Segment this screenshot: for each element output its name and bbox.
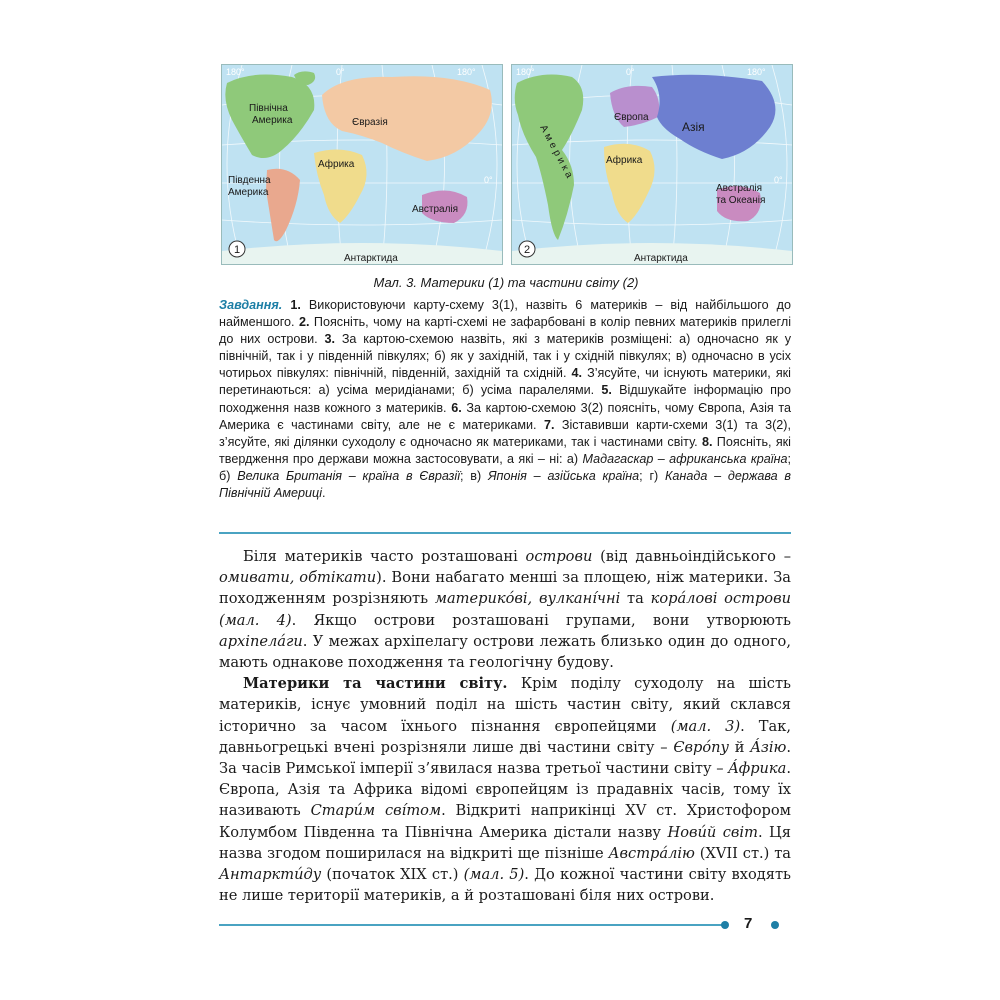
text-segment: Антарктúду bbox=[219, 866, 322, 884]
label-south-america-2: Америка bbox=[228, 187, 269, 198]
map1-deg-zero: 0° bbox=[336, 67, 345, 77]
text-segment: Австрáлію bbox=[608, 844, 695, 862]
map1-deg-right-180: 180° bbox=[457, 67, 476, 77]
body-paragraph bbox=[219, 546, 791, 673]
text-segment: . До кожної частини світу входять не лише території материків, а й розташовані біля них острови. bbox=[219, 866, 792, 905]
map2-deg-left-180: 180° bbox=[516, 67, 535, 77]
continents-map-svg bbox=[222, 65, 502, 264]
footer-dot-left bbox=[721, 921, 729, 929]
text-segment: 4. bbox=[571, 366, 583, 381]
text-segment: й bbox=[728, 738, 751, 756]
text-segment: 3. bbox=[324, 332, 335, 347]
footer-line bbox=[219, 924, 724, 926]
text-segment: . Європа, Азія та Африка відомі європейцям із прадавніх часів, тому їх називають bbox=[219, 760, 791, 820]
text-segment: Єврóпу bbox=[673, 738, 729, 756]
text-segment: 2. bbox=[298, 315, 310, 330]
text-segment: Відшукайте інформацію про походження назв кожного з материків. bbox=[219, 383, 791, 415]
label-antarctica-2: Антарктида bbox=[634, 253, 688, 264]
text-segment: корáлові острови (мал. 4) bbox=[219, 590, 791, 629]
label-antarctica: Антарктида bbox=[344, 253, 398, 264]
text-segment: та bbox=[620, 590, 651, 608]
footer-dot-right bbox=[771, 921, 779, 929]
map2-deg-equator: 0° bbox=[774, 175, 783, 185]
text-segment: 8. bbox=[701, 434, 713, 449]
task-block bbox=[219, 297, 791, 502]
text-segment: . Якщо острови розташовані групами, вони утворюють bbox=[291, 611, 792, 629]
text-segment: Поясніть, які твердження про держави можна застосовувати, а які – ні: а) bbox=[219, 434, 791, 466]
text-segment: Зіставивши карти-схеми 3(1) та 3(2), з’ясуйте, які ділянки суходолу є одночасно як материками, так і частинами світу. bbox=[219, 417, 792, 449]
text-segment: . bbox=[322, 486, 326, 501]
text-segment: 7. bbox=[543, 417, 555, 432]
text-segment: Велика Британія – країна в Євразії bbox=[237, 468, 461, 483]
text-segment: омивати, обтікати bbox=[219, 569, 377, 587]
text-segment: Áфрика bbox=[728, 760, 787, 778]
text-segment: ; б) bbox=[219, 451, 792, 483]
map1-deg-left-180: 180° bbox=[226, 67, 245, 77]
section-divider bbox=[219, 532, 791, 534]
text-segment: Японія – азійська країна bbox=[487, 468, 640, 483]
text-segment: архіпелáги bbox=[219, 632, 303, 650]
map1-number: 1 bbox=[234, 244, 241, 256]
label-australia: Австралія bbox=[412, 204, 459, 215]
map2-deg-right-180: 180° bbox=[747, 67, 766, 77]
label-asia: Азія bbox=[682, 120, 705, 134]
map2-deg-zero: 0° bbox=[626, 67, 635, 77]
text-segment: Канада – держава в Північній Америці bbox=[219, 468, 792, 501]
text-segment: ; г) bbox=[639, 468, 665, 483]
map-parts-of-world bbox=[511, 64, 793, 265]
text-segment: (XVII ст.) та bbox=[694, 844, 791, 862]
text-segment: Мадагаскар – африканська країна bbox=[582, 451, 788, 466]
label-america: Америка bbox=[537, 123, 576, 183]
text-segment: За картою-схемою 3(2) поясніть, чому Європа, Азія та Америка є частинами світу, але не є материками. bbox=[219, 400, 791, 432]
text-segment: . Так, давньогрецькі вчені розрізняли лише дві частини світу – bbox=[219, 717, 791, 756]
label-europe: Європа bbox=[614, 112, 649, 123]
text-segment: . Відкриті наприкінці XV ст. Христофором Колумбом Південна та Північна Америка дістали назву bbox=[219, 802, 791, 841]
text-segment: За картою-схемою назвіть, які з материків розміщені: а) одночасно як у північній, так і у південній півкулях; б) як у західній, так і у східній півкулях; в) одночасно в усіх чотирьох півкулях: північній, південній, західній та східній. bbox=[219, 332, 792, 381]
text-segment: Крім поділу суходолу на шість материків, існує умовний поділ на шість частин світу, який склався історично за часом їхнього пізнання європейцями bbox=[219, 675, 791, 735]
text-segment: ). Вони набагато менші за площею, ніж материки. За походженням розрізняють bbox=[219, 569, 791, 608]
text-segment: Використовуючи карту-схему 3(1), назвіть 6 материків – від найбільшого до найменшого. bbox=[219, 298, 792, 330]
page-number: 7 bbox=[744, 915, 753, 932]
text-segment: . У межах архіпелагу острови лежать близько один до одного, мають однакове походження та геологічну будову. bbox=[219, 632, 791, 672]
text-segment: . Ця назва згодом поширилася на відкриті ще пізніше bbox=[219, 823, 791, 862]
map2-number: 2 bbox=[524, 244, 531, 256]
label-australia-oceania-2: та Океанія bbox=[716, 195, 766, 206]
text-segment: 1. bbox=[290, 298, 301, 312]
text-segment: Біля материків часто розташовані bbox=[243, 548, 526, 565]
text-segment: Áзію bbox=[750, 738, 787, 756]
text-segment: Поясніть, чому на карті-схемі не зафарбовані в колір певних материків прилеглі до них острови. bbox=[219, 315, 791, 347]
text-segment: Материки та частини світу. bbox=[243, 675, 508, 693]
body-paragraph bbox=[219, 673, 791, 906]
label-australia-oceania-1: Австралія bbox=[716, 183, 763, 194]
text-segment: (мал. 5) bbox=[463, 866, 525, 884]
label-africa: Африка bbox=[318, 159, 355, 170]
map1-deg-equator: 0° bbox=[484, 175, 493, 185]
task-lead: Завдання. bbox=[219, 298, 283, 312]
label-africa-2: Африка bbox=[606, 155, 643, 166]
text-segment: З’ясуйте, чи існують материки, які перетинаються: а) усіма меридіанами; б) усіма паралелями. bbox=[219, 366, 791, 398]
text-segment: (мал. 3) bbox=[670, 717, 741, 735]
map-continents bbox=[221, 64, 503, 265]
text-segment: Новúй світ bbox=[667, 823, 758, 841]
label-eurasia: Євразія bbox=[352, 117, 388, 128]
label-south-america-1: Південна bbox=[228, 175, 271, 186]
text-segment: Старúм свíтом bbox=[310, 802, 442, 820]
task-content bbox=[219, 298, 791, 500]
text-segment: 6. bbox=[451, 400, 462, 415]
text-segment: (від давньоіндійського – bbox=[592, 548, 791, 565]
label-north-america-1: Північна bbox=[249, 103, 288, 114]
parts-of-world-map-svg bbox=[512, 65, 792, 264]
text-segment: острови bbox=[525, 548, 593, 565]
figure-caption: Мал. 3. Материки (1) та частини світу (2) bbox=[373, 275, 639, 290]
label-north-america-2: Америка bbox=[252, 115, 293, 126]
body-text bbox=[219, 546, 791, 906]
text-segment: (початок XIX ст.) bbox=[321, 866, 464, 884]
text-segment: . За часів Римської імперії з’явилася назва третьої частини світу – bbox=[219, 738, 791, 778]
text-segment: ; в) bbox=[460, 468, 488, 483]
text-segment: 5. bbox=[601, 383, 612, 398]
text-segment: материкóві, вулканíчні bbox=[434, 590, 621, 608]
